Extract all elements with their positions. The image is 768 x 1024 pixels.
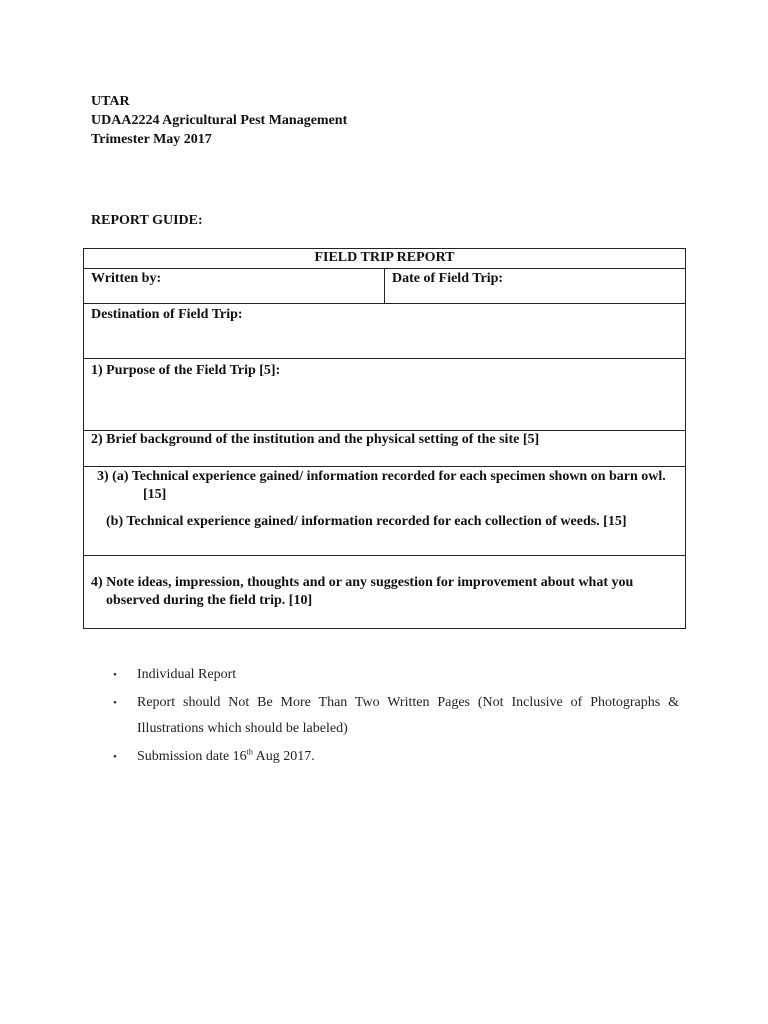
list-item	[113, 690, 679, 742]
bullet-icon: •	[113, 697, 117, 709]
date-of-trip-cell: Date of Field Trip:	[392, 271, 504, 286]
submission-date-text: Submission date 16	[137, 749, 247, 764]
field-trip-report-table	[83, 248, 686, 629]
technical-experience-row	[84, 466, 685, 555]
bullet-icon: •	[113, 751, 117, 763]
bullet-icon: •	[113, 669, 117, 681]
destination-row: Destination of Field Trip:	[84, 303, 685, 358]
background-row: 2) Brief background of the institution and the physical setting of the site [5]	[84, 430, 685, 466]
list-item-text: Report should Not Be More Than Two Written Pages (Not Inclusive of Photographs & Illustrations which should be labeled)	[137, 695, 679, 736]
table-title: FIELD TRIP REPORT	[314, 250, 455, 265]
list-item	[113, 744, 679, 770]
report-guide-heading: REPORT GUIDE:	[91, 213, 203, 228]
list-item-text: Individual Report	[137, 667, 237, 682]
institution-name: UTAR	[91, 94, 130, 109]
technical-experience-a: 3) (a) Technical experience gained/ information recorded for each specimen shown on barn owl. [15]	[97, 469, 666, 502]
technical-experience-b: (b) Technical experience gained/ information recorded for each collection of weeds. [15]	[106, 514, 627, 529]
purpose-row: 1) Purpose of the Field Trip [5]:	[84, 358, 685, 430]
instructions-list	[113, 662, 679, 772]
written-by-cell: Written by:	[84, 269, 385, 303]
notes-row: 4) Note ideas, impression, thoughts and or any suggestion for improvement about what you observed during the field trip. [10]	[84, 555, 685, 628]
submission-date-rest: Aug 2017.	[252, 749, 315, 764]
author-date-row	[84, 268, 685, 303]
ordinal-suffix: th	[246, 747, 253, 757]
trimester: Trimester May 2017	[91, 132, 212, 147]
document-header	[91, 92, 347, 149]
course-title: UDAA2224 Agricultural Pest Management	[91, 113, 348, 128]
list-item	[113, 662, 679, 688]
